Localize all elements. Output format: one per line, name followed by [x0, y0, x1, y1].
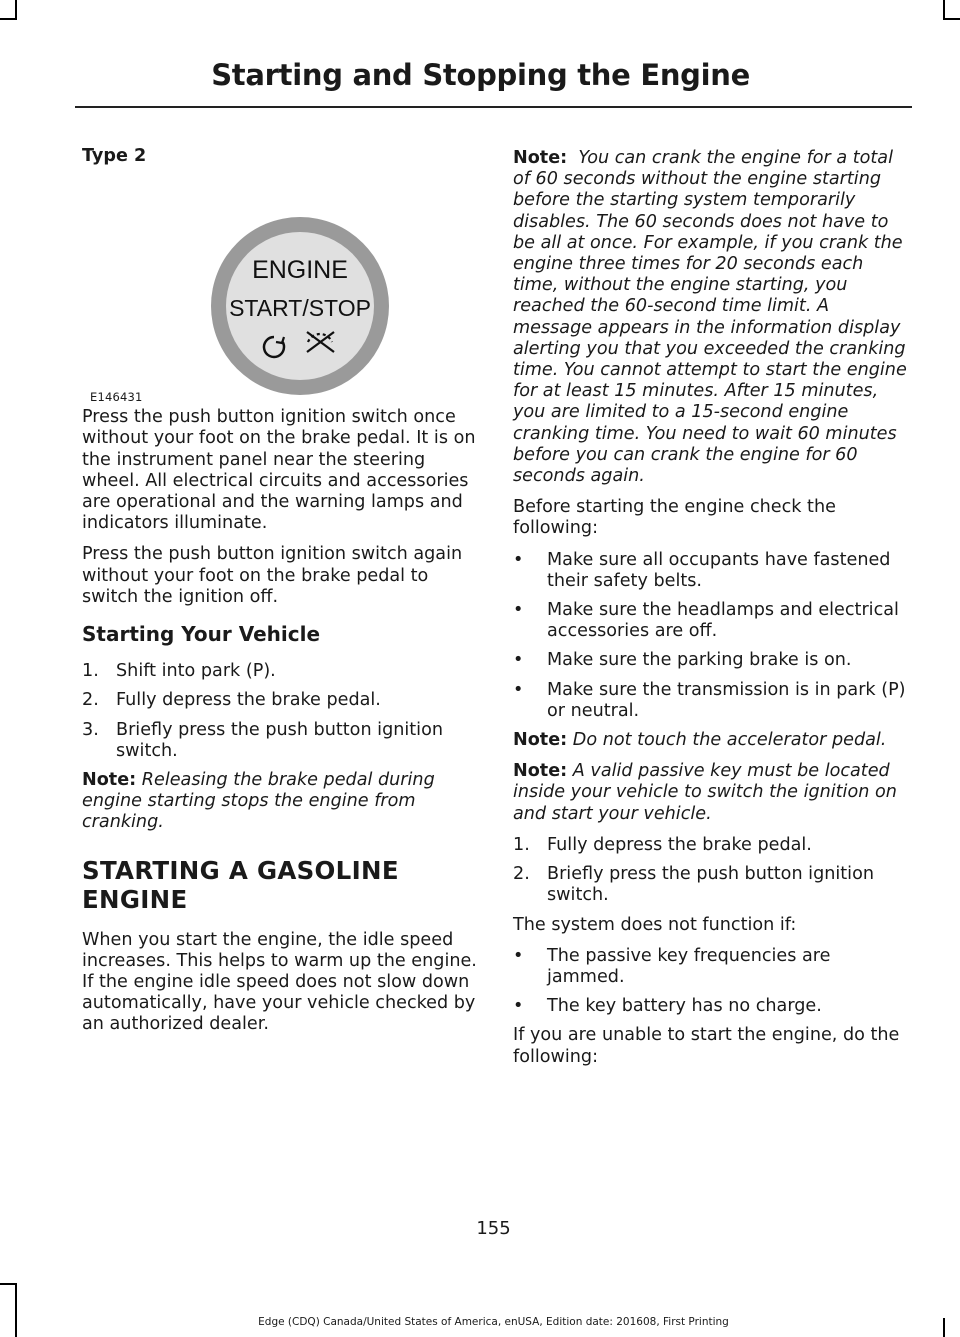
list-item: • Make sure all occupants have fastened their safety belts.	[513, 549, 891, 591]
start-steps-list	[513, 835, 911, 907]
header-rule	[75, 106, 912, 108]
note-passive-key: Note: A valid passive key must be located inside your vehicle to switch the ignition on and start your vehicle.	[513, 761, 897, 824]
crop-mark-bottom-left-v	[15, 1285, 17, 1337]
paragraph-idle-speed: When you start the engine, the idle speed increases. This helps to warm up the engine. If the engine idle speed does not slow down automatically, have your vehicle checked by an authorized dealer.	[82, 929, 477, 1035]
crop-mark-bottom-left-h	[0, 1283, 17, 1285]
ignition-button-figure	[82, 167, 477, 407]
note-releasing-brake: Note: Releasing the brake pedal during engine starting stops the engine from cranking.	[82, 770, 435, 833]
list-item: 2. Fully depress the brake pedal.	[82, 690, 381, 711]
heading-starting-your-vehicle: Starting Your Vehicle	[82, 622, 321, 647]
page-number: 155	[476, 1218, 511, 1239]
list-item: • Make sure the headlamps and electrical accessories are off.	[513, 600, 899, 642]
paragraph-unable-to-start: If you are unable to start the engine, do the following:	[513, 1025, 900, 1067]
list-item: 2. Briefly press the push button ignition switch.	[513, 864, 874, 906]
starting-steps-list	[82, 661, 477, 762]
list-item: • Make sure the transmission is in park (P) or neutral.	[513, 679, 906, 721]
page-title: Starting and Stopping the Engine	[211, 58, 750, 92]
note-accelerator: Note: Do not touch the accelerator pedal.	[513, 730, 887, 751]
note-cranking-time: Note: You can crank the engine for a total of 60 seconds without the engine starting before the starting system temporarily disables. The 60 seconds does not have to be all at once. For example, if you crank the engine three times for 20 seconds each time, without the engine starting, you reached the 60-second time limit. A message appears in the information display alerting you that you exceeded the cranking time. You cannot attempt to start the engine for at least 15 minutes. After 15 minutes, you are limited to a 15-second engine cranking time. You need to wait 60 minutes before you can crank the engine for 60 seconds again.	[513, 148, 907, 487]
crop-mark-top-left-h	[0, 18, 17, 20]
left-column	[82, 140, 477, 1046]
list-item: • The passive key frequencies are jammed.	[513, 945, 831, 987]
list-item: 1. Fully depress the brake pedal.	[513, 834, 812, 855]
list-item: • The key battery has no charge.	[513, 996, 822, 1017]
paragraph-push-again: Press the push button ignition switch again without your foot on the brake pedal to switch the ignition off.	[82, 544, 463, 607]
crop-mark-top-right-h	[943, 18, 960, 20]
button-text-line2: START/STOP	[229, 295, 371, 322]
paragraph-push-once: Press the push button ignition switch once without your foot on the brake pedal. It is on the instrument panel near the steering wheel. All electrical circuits and accessories are operational and the warning lamps and indicators illuminate.	[82, 407, 476, 534]
failure-reasons-list	[513, 946, 911, 1018]
footer-edition-info: Edge (CDQ) Canada/United States of America, enUSA, Edition date: 201608, First Printing	[258, 1316, 729, 1328]
pre-start-checklist	[513, 550, 911, 722]
list-item: 1. Shift into park (P).	[82, 661, 276, 682]
heading-starting-gasoline-engine: STARTING A GASOLINE ENGINE	[82, 855, 399, 914]
right-column	[513, 148, 911, 1078]
type-label: Type 2	[82, 146, 147, 166]
engine-start-stop-button-illustration	[210, 216, 390, 396]
paragraph-not-function: The system does not function if:	[513, 914, 797, 935]
button-text-line1: ENGINE	[252, 256, 348, 285]
paragraph-before-starting: Before starting the engine check the following:	[513, 497, 836, 539]
list-item: 3. Briefly press the push button ignition switch.	[82, 719, 443, 761]
crop-mark-top-right-v	[943, 0, 945, 20]
crop-mark-top-left-v	[15, 0, 17, 20]
list-item: • Make sure the parking brake is on.	[513, 650, 852, 671]
figure-code: E146431	[90, 390, 143, 405]
